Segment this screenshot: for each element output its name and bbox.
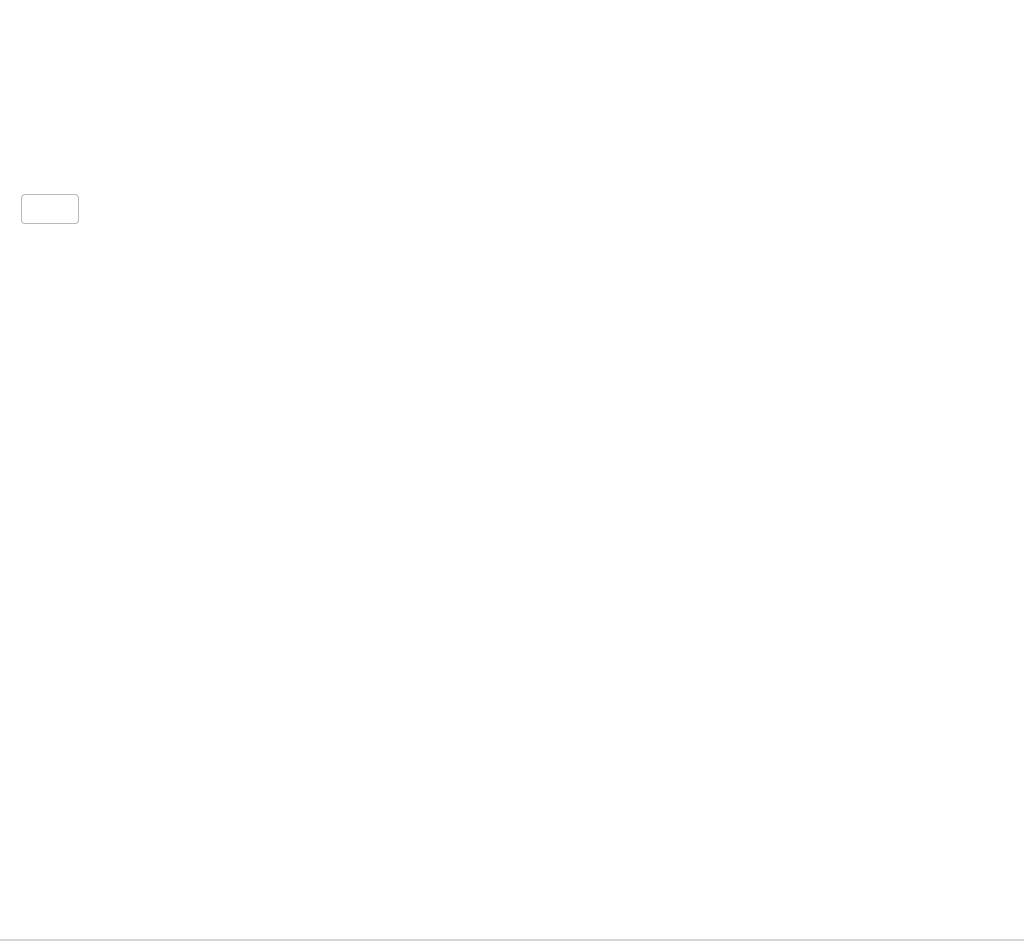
- coordinate-graph[interactable]: [0, 310, 640, 946]
- unit-rate-row: [15, 194, 1005, 224]
- bottom-divider: [0, 939, 1024, 941]
- unit-rate-input[interactable]: [21, 194, 79, 224]
